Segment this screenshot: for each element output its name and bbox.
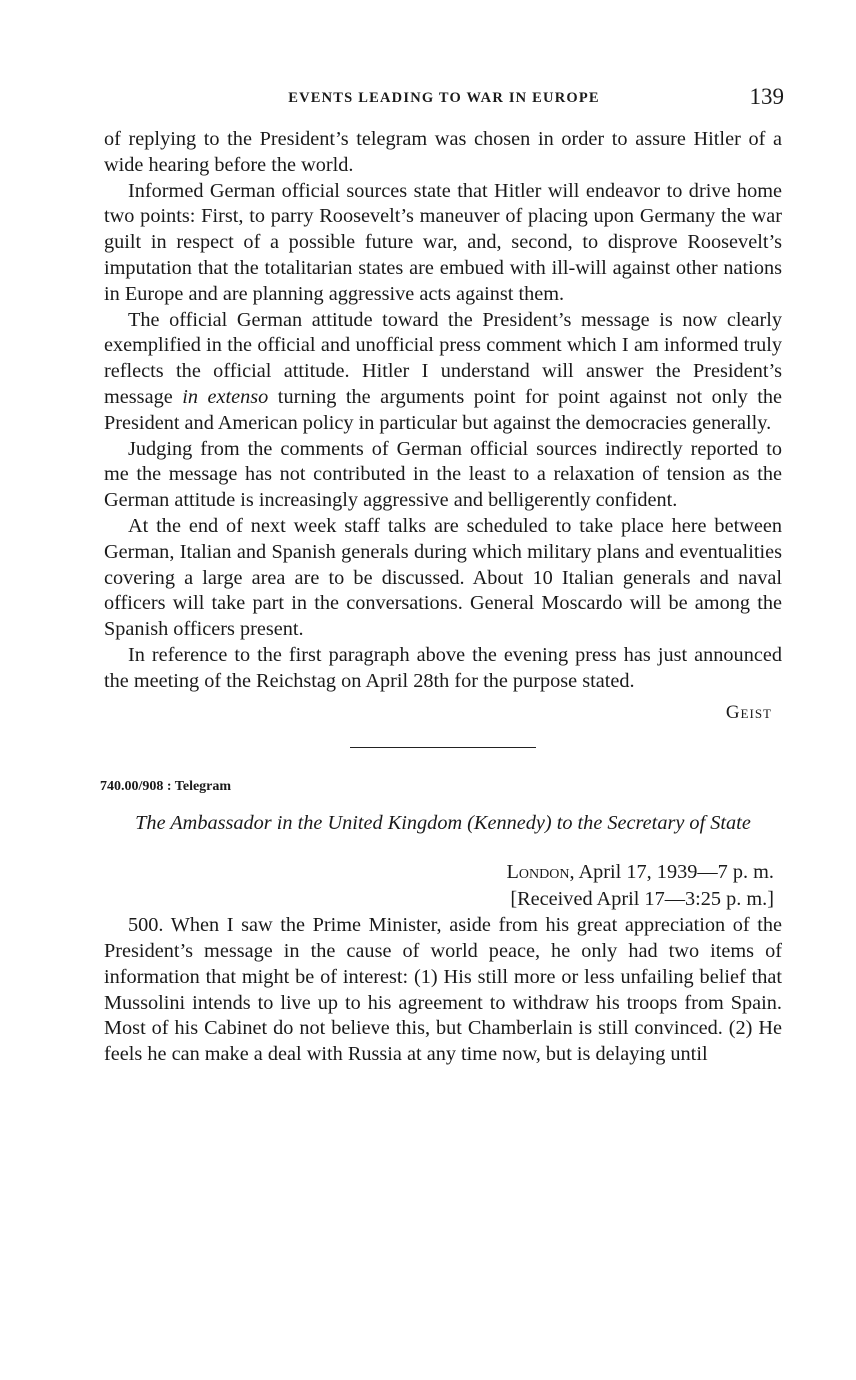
body-text (100, 127, 782, 1068)
dateline-sent (104, 859, 774, 886)
section-divider (350, 747, 536, 748)
italic-phrase: in extenso (182, 385, 269, 408)
page-number: 139 (749, 84, 784, 109)
paragraph: At the end of next week staff talks are scheduled to take place here between German, Italian and Spanish generals during which military plans and eventualities covering a large area are to be discussed. About 10 Italian generals and naval officers will take part in the conversations. General Moscardo will be among the Spanish officers present. (104, 514, 782, 641)
dateline-date: , April 17, 1939—7 p. m. (569, 861, 774, 884)
document-title: The Ambassador in the United Kingdom (Kennedy) to the Secretary of State (135, 812, 751, 835)
running-head (104, 84, 784, 114)
dateline-received: [Received April 17—3:25 p. m.] (510, 888, 774, 911)
file-reference: 740.00/908 : Telegram (100, 779, 232, 795)
paragraph: Informed German official sources state that Hitler will endeavor to drive home two points: First, to parry Roosevelt’s maneuver of placing upon Germany the war guilt in respect of a possible future war, and, second, to disprove Roosevelt’s imputation that the totalitarian states are embued with ill-will against other nations in Europe and are planning aggressive acts against them. (104, 179, 782, 305)
telegram-paragraph: 500. When I saw the Prime Minister, aside from his great appreciation of the President’s message in the cause of world peace, he only had two items of information that might be of interest: (1) His still more or less unfailing belief that Mussolini intends to live up to his agreement to withdraw his troops from Spain. Most of his Cabinet do not believe this, but Chamberlain is still convinced. (2) He feels he can make a deal with Russia at any time now, but is delaying until (104, 914, 782, 1066)
dateline (104, 859, 782, 913)
paragraph-continuation: of replying to the President’s telegram was chosen in order to assure Hitler of a wide hearing before the world. (104, 128, 782, 176)
signature: Geist (725, 701, 772, 723)
paragraph-text: turning the arguments point for point against not only the President and American policy in particular but against the democracies generally. (104, 385, 782, 434)
paragraph (104, 308, 782, 437)
paragraph: In reference to the first paragraph above the evening press has just announced the meeting of the Reichstag on April 28th for the purpose stated. (104, 643, 782, 692)
running-title: EVENTS LEADING TO WAR IN EUROPE (288, 90, 600, 106)
paragraph: Judging from the comments of German official sources indirectly reported to me the message has not contributed in the least to a relaxation of tension as the German attitude is increasingly aggressive and belligerently confident. (104, 437, 782, 512)
dateline-city: London (506, 861, 570, 884)
paragraph-text: The official German attitude toward the President’s message is now clearly exemplified in the official and unofficial press comment which I am informed truly reflects the official attitude. Hitler I understand will answer the President’s message (104, 308, 782, 408)
